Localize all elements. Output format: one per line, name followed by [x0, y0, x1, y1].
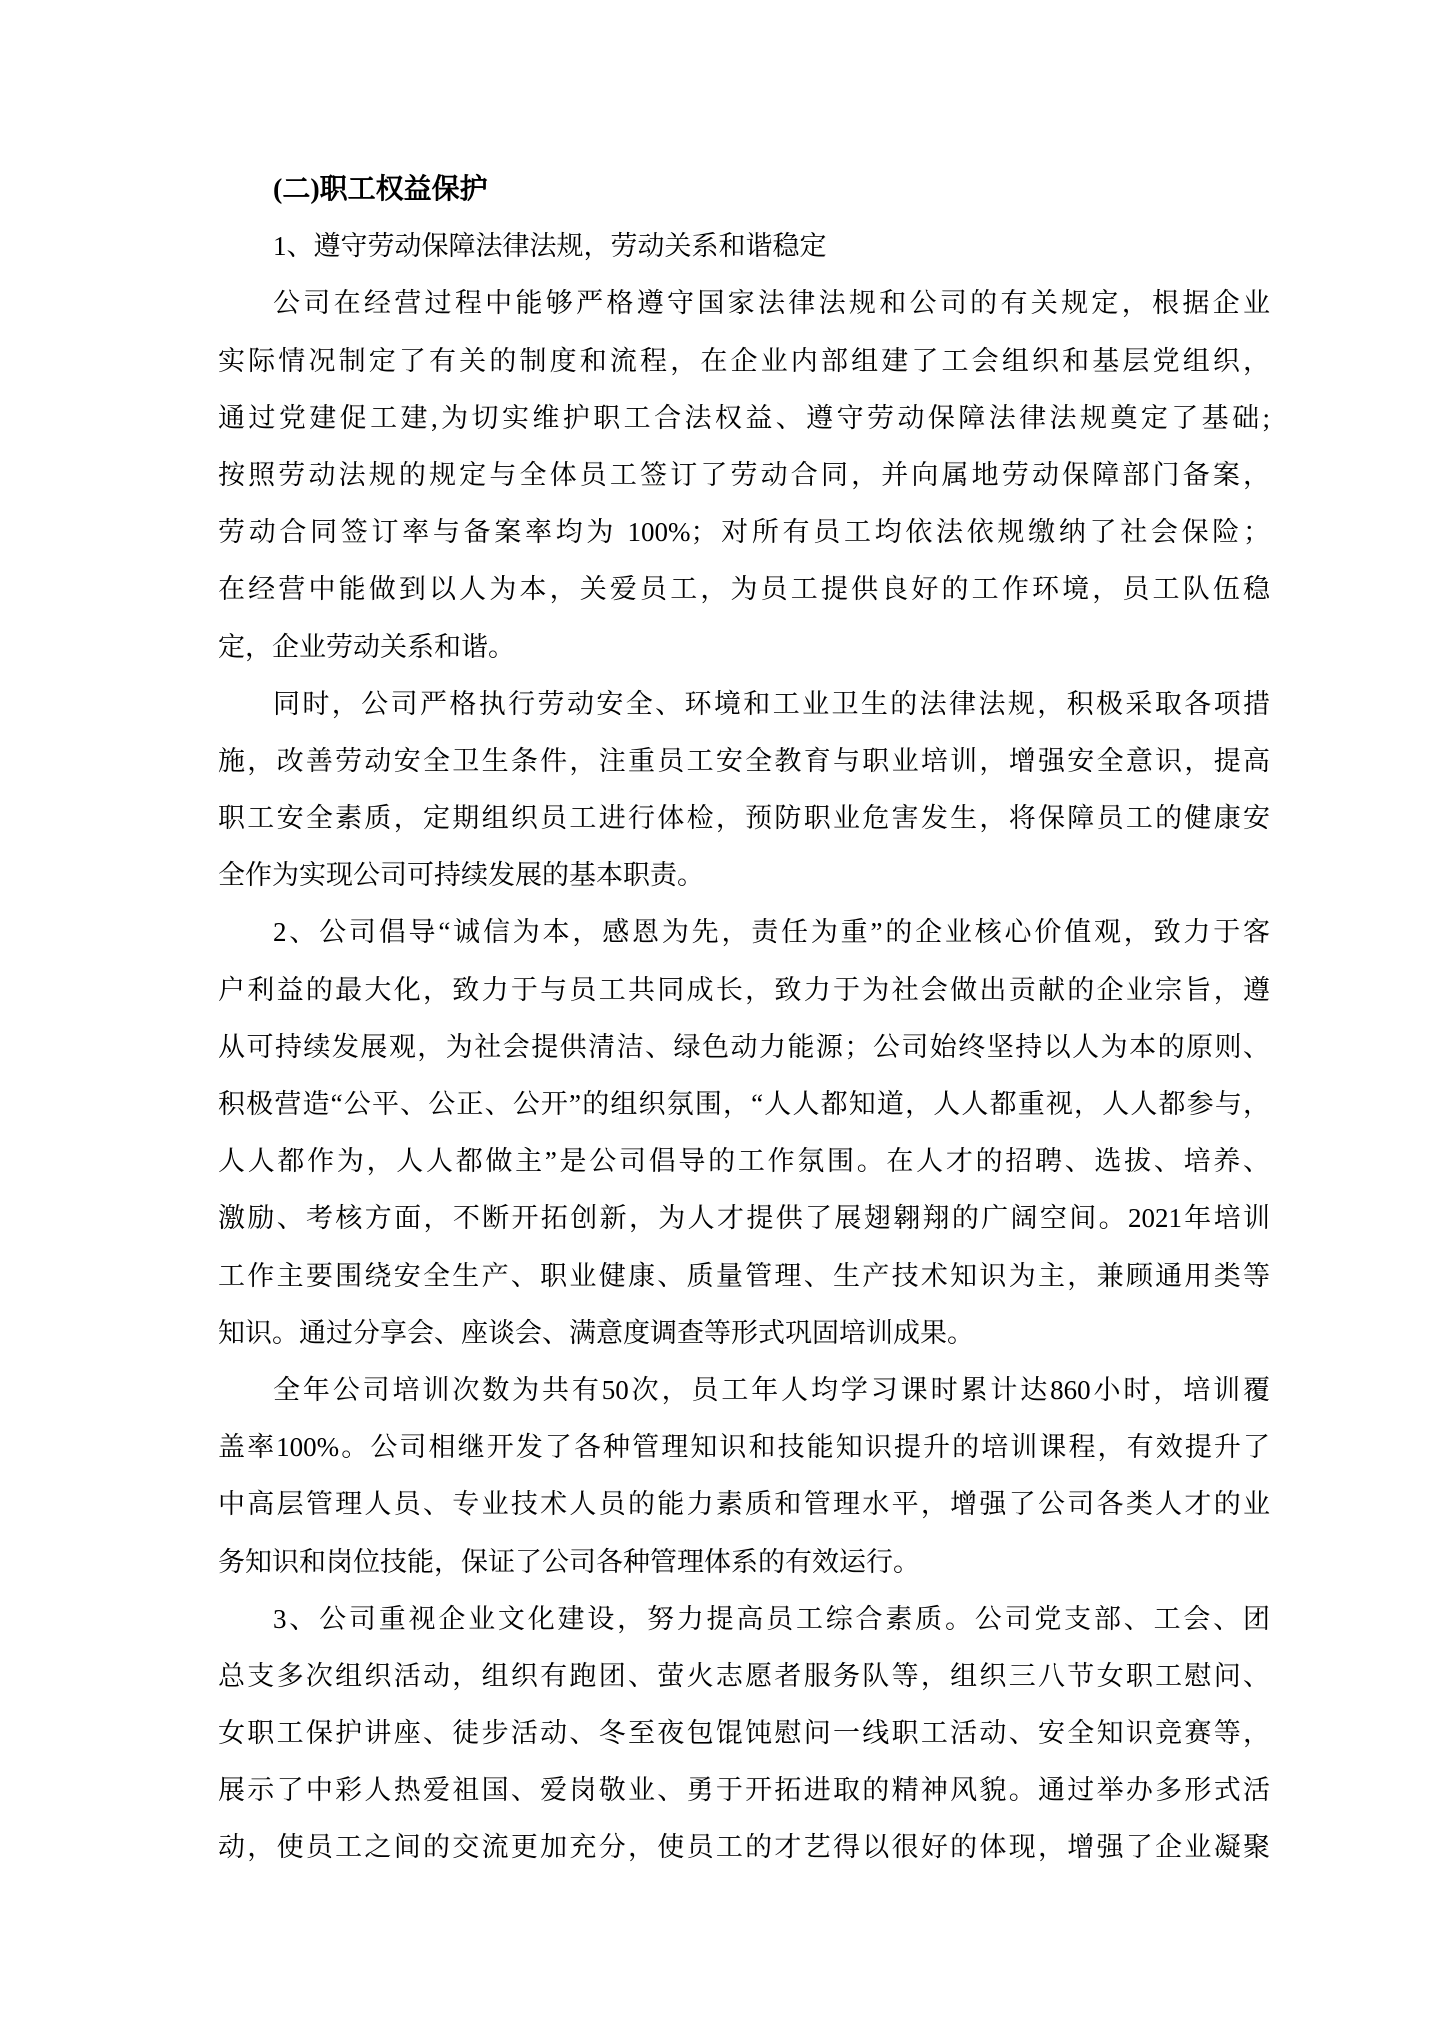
text-line: 户利益的最大化，致力于与员工共同成长，致力于为社会做出贡献的企业宗旨，遵	[218, 974, 1270, 1005]
text-line: 务知识和岗位技能，保证了公司各种管理体系的有效运行。	[218, 1546, 920, 1577]
text-line: 中高层管理人员、专业技术人员的能力素质和管理水平，增强了公司各类人才的业	[218, 1489, 1270, 1520]
text-line: 职工安全素质，定期组织员工进行体检，预防职业危害发生，将保障员工的健康安	[218, 803, 1270, 834]
text-line: 1、遵守劳动保障法律法规，劳动关系和谐稳定	[273, 231, 827, 262]
text-line: 按照劳动法规的规定与全体员工签订了劳动合同，并向属地劳动保障部门备案，	[218, 459, 1270, 490]
text-line: 劳动合同签订率与备案率均为 100%；对所有员工均依法依规缴纳了社会保险；	[218, 517, 1270, 548]
text-line: 女职工保护讲座、徒步活动、冬至夜包馄饨慰问一线职工活动、安全知识竞赛等，	[218, 1718, 1270, 1749]
text-line: 在经营中能做到以人为本，关爱员工，为员工提供良好的工作环境，员工队伍稳	[218, 574, 1270, 605]
text-block	[218, 161, 1270, 1877]
text-line: 展示了中彩人热爱祖国、爱岗敬业、勇于开拓进取的精神风貌。通过举办多形式活	[218, 1775, 1270, 1806]
text-line: 公司在经营过程中能够严格遵守国家法律法规和公司的有关规定，根据企业	[273, 288, 1270, 319]
text-line: 全年公司培训次数为共有50次，员工年人均学习课时累计达860小时，培训覆	[273, 1374, 1270, 1405]
text-line: 2、公司倡导“诚信为本，感恩为先，责任为重”的企业核心价值观，致力于客	[273, 917, 1270, 948]
text-line: 人人都作为，人人都做主”是公司倡导的工作氛围。在人才的招聘、选拔、培养、	[218, 1146, 1270, 1177]
text-line: 施，改善劳动安全卫生条件，注重员工安全教育与职业培训，增强安全意识，提高	[218, 745, 1270, 776]
text-line: 实际情况制定了有关的制度和流程，在企业内部组建了工会组织和基层党组织，	[218, 345, 1270, 376]
text-line: 知识。通过分享会、座谈会、满意度调查等形式巩固培训成果。	[218, 1317, 974, 1348]
text-line: 动，使员工之间的交流更加充分，使员工的才艺得以很好的体现，增强了企业凝聚	[218, 1832, 1270, 1863]
section-heading: (二)职工权益保护	[273, 174, 488, 205]
text-line: 全作为实现公司可持续发展的基本职责。	[218, 860, 704, 891]
text-line: 同时，公司严格执行劳动安全、环境和工业卫生的法律法规，积极采取各项措	[273, 688, 1270, 719]
text-line: 盖率100%。公司相继开发了各种管理知识和技能知识提升的培训课程，有效提升了	[218, 1432, 1270, 1463]
text-line: 激励、考核方面，不断开拓创新，为人才提供了展翅翱翔的广阔空间。2021年培训	[218, 1203, 1270, 1234]
text-line: 积极营造“公平、公正、公开”的组织氛围，“人人都知道，人人都重视，人人都参与，	[218, 1089, 1270, 1119]
text-line: 工作主要围绕安全生产、职业健康、质量管理、生产技术知识为主，兼顾通用类等	[218, 1260, 1270, 1291]
text-line: 3、公司重视企业文化建设，努力提高员工综合素质。公司党支部、工会、团	[273, 1603, 1270, 1634]
text-line: 总支多次组织活动，组织有跑团、萤火志愿者服务队等，组织三八节女职工慰问、	[218, 1660, 1270, 1691]
text-line: 通过党建促工建,为切实维护职工合法权益、遵守劳动保障法律法规奠定了基础;	[218, 402, 1270, 433]
text-line: 从可持续发展观，为社会提供清洁、绿色动力能源；公司始终坚持以人为本的原则、	[218, 1031, 1270, 1062]
text-line: 定，企业劳动关系和谐。	[218, 631, 515, 662]
